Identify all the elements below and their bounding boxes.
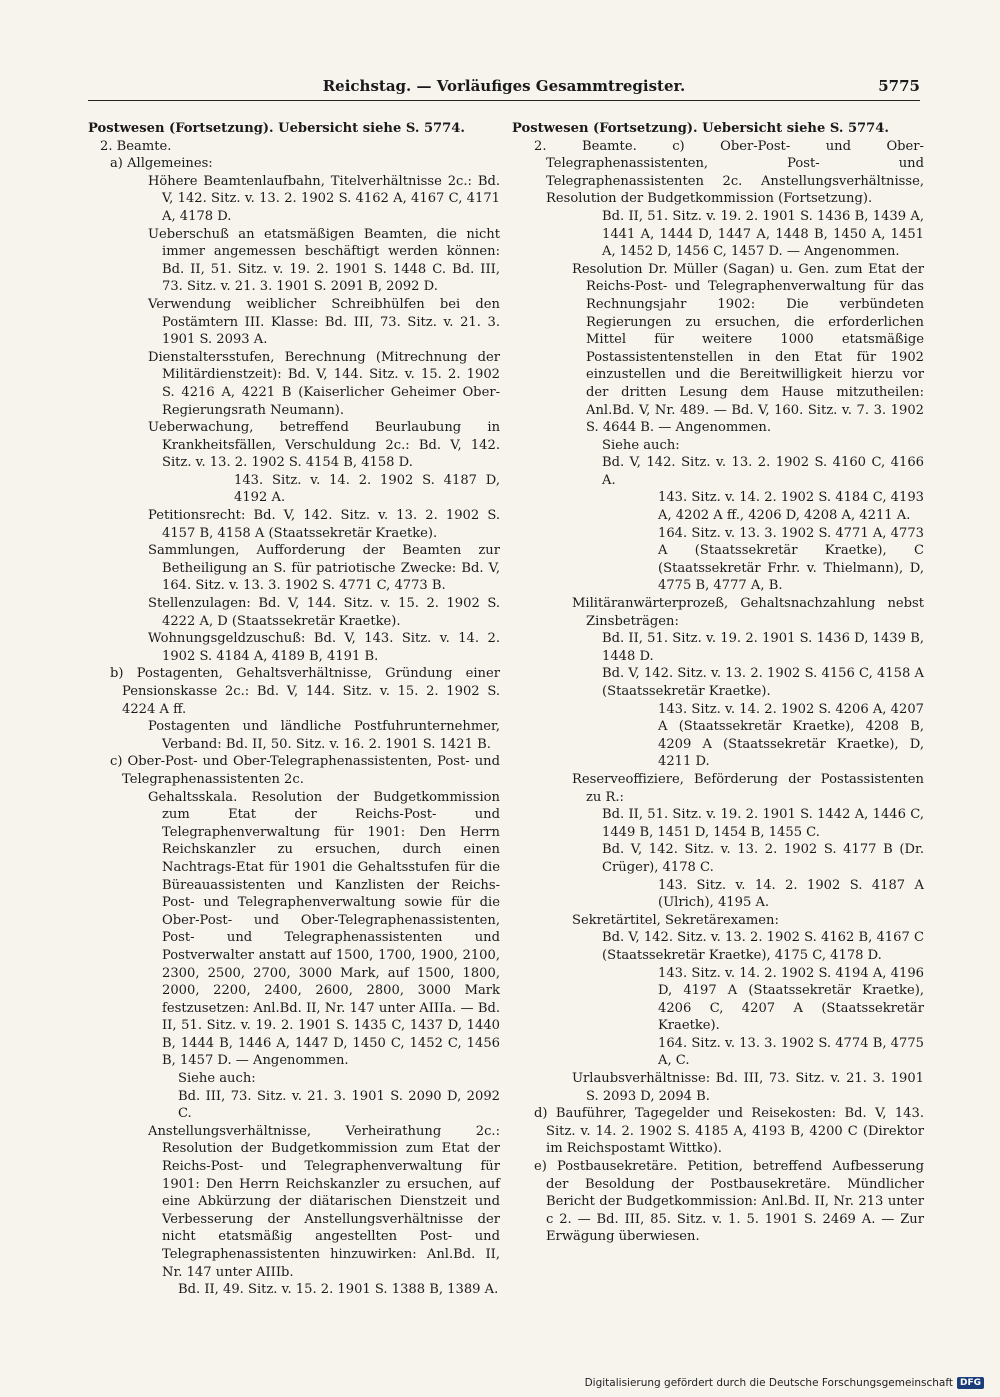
index-entry: Bd. II, 51. Sitz. v. 19. 2. 1901 S. 1436 B, 1439 A, 1441 A, 1444 D, 1447 A, 1448 B, 1450 A, 1451 A, 1452 D, 1456 C, 1457 D. — Angenommen. xyxy=(602,208,924,260)
index-entry: 143. Sitz. v. 14. 2. 1902 S. 4194 A, 4196 D, 4197 A (Staatssekretär Kraetke), 4206 C, 4207 A (Staatssekretär Kraetke). xyxy=(658,965,924,1034)
running-header xyxy=(88,76,920,101)
page-number: 5775 xyxy=(878,77,920,95)
index-entry: Resolution Dr. Müller (Sagan) u. Gen. zum Etat der Reichs-Post- und Telegraphenverwaltung für das Rechnungsjahr 1902: Die verbündeten Regierungen zu ersuchen, die erforderlichen Mittel für weitere 1000 etatsmäßige Postassistentenstellen in den Etat für 1902 einzustellen und die Bereitwilligkeit hierzu vor der dritten Lesung dem Hause mitzutheilen: Anl.Bd. V, Nr. 489. — Bd. V, 160. Sitz. v. 7. 3. 1902 S. 4644 B. — Angenommen. xyxy=(572,261,924,436)
index-entry: 2. Beamte. c) Ober-Post- und Ober-Telegraphenassistenten, Post- und Telegraphenassistenten 2c. Anstellungsverhältnisse, Resolution der Budgetkommission (Fortsetzung). xyxy=(534,138,924,207)
index-entry: 143. Sitz. v. 14. 2. 1902 S. 4187 A (Ulrich), 4195 A. xyxy=(658,877,924,911)
index-entry: Sekretärtitel, Sekretärexamen: xyxy=(572,912,779,928)
index-entry: 2. Beamte. xyxy=(100,138,172,154)
right-column xyxy=(512,120,924,1246)
index-entry: Höhere Beamtenlaufbahn, Titelverhältnisse 2c.: Bd. V, 142. Sitz. v. 13. 2. 1902 S. 4162 A, 4167 C, 4171 A, 4178 D. xyxy=(148,173,500,224)
index-entry: Reserveoffiziere, Beförderung der Postassistenten zu R.: xyxy=(572,771,924,805)
index-entry: 164. Sitz. v. 13. 3. 1902 S. 4771 A, 4773 A (Staatssekretär Kraetke), C (Staatssekretär Frhr. v. Thielmann), D, 4775 B, 4777 A, B. xyxy=(658,525,924,594)
index-entry: d) Bauführer, Tagegelder und Reisekosten: Bd. V, 143. Sitz. v. 14. 2. 1902 S. 4185 A, 4193 B, 4200 C (Direktor im Reichspostamt Wittko). xyxy=(534,1106,924,1157)
index-entry: Siehe auch: xyxy=(602,437,680,453)
index-entry: Stellenzulagen: Bd. V, 144. Sitz. v. 15. 2. 1902 S. 4222 A, D (Staatssekretär Kraetke). xyxy=(148,596,500,629)
index-entry: Bd. III, 73. Sitz. v. 21. 3. 1901 S. 2090 D, 2092 C. xyxy=(178,1088,500,1122)
index-entry: Bd. V, 142. Sitz. v. 13. 2. 1902 S. 4160 C, 4166 A. xyxy=(602,455,924,488)
left-column xyxy=(88,120,500,1299)
index-entry: Postwesen (Fortsetzung). Uebersicht siehe S. 5774. xyxy=(512,121,889,136)
index-entry: Verwendung weiblicher Schreibhülfen bei den Postämtern III. Klasse: Bd. III, 73. Sitz. v. 21. 3. 1901 S. 2093 A. xyxy=(148,296,500,348)
index-entry: Dienstaltersstufen, Berechnung (Mitrechnung der Militärdienstzeit): Bd. V, 144. Sitz. v. 15. 2. 1902 S. 4216 A, 4221 B (Kaiserlicher Geheimer Ober-Regierungsrath Neumann). xyxy=(148,349,500,418)
index-entry: 143. Sitz. v. 14. 2. 1902 S. 4184 C, 4193 A, 4202 A ff., 4206 D, 4208 A, 4211 A. xyxy=(658,490,924,524)
index-entry: Anstellungsverhältnisse, Verheirathung 2c.: Resolution der Budgetkommission zum Etat der Reichs-Post- und Telegraphenverwaltung für 1901: Den Herrn Reichskanzler zu ersuchen, auf eine Abkürzung der diätarischen Dienstzeit und Verbesserung der Anstellungsverhältnisse der nicht etatsmäßig angestellten Post- und Telegraphenassistenten hinzuwirken: Anl.Bd. II, Nr. 147 unter AIIIb. xyxy=(148,1123,500,1280)
index-entry: e) Postbausekretäre. Petition, betreffend Aufbesserung der Besoldung der Postbausekretäre. Mündlicher Bericht der Budgetkommission: Anl.Bd. II, Nr. 213 unter c 2. — Bd. III, 85. Sitz. v. 1. 5. 1901 S. 2469 A. — Zur Erwägung überwiesen. xyxy=(534,1159,924,1245)
dfg-logo: DFG xyxy=(957,1377,984,1389)
index-entry: Ueberwachung, betreffend Beurlaubung in Krankheitsfällen, Verschuldung 2c.: Bd. V, 142. Sitz. v. 13. 2. 1902 S. 4154 B, 4158 D. xyxy=(148,420,500,471)
index-entry: Bd. II, 51. Sitz. v. 19. 2. 1901 S. 1442 A, 1446 C, 1449 B, 1451 D, 1454 B, 1455 C. xyxy=(602,807,924,840)
index-entry: 164. Sitz. v. 13. 3. 1902 S. 4774 B, 4775 A, C. xyxy=(658,1035,924,1069)
index-entry: a) Allgemeines: xyxy=(110,156,213,172)
index-entry: Bd. V, 142. Sitz. v. 13. 2. 1902 S. 4156 C, 4158 A (Staatssekretär Kraetke). xyxy=(602,666,924,699)
index-entry: Bd. V, 142. Sitz. v. 13. 2. 1902 S. 4177 B (Dr. Crüger), 4178 C. xyxy=(602,842,924,875)
index-entry: Postwesen (Fortsetzung). Uebersicht siehe S. 5774. xyxy=(88,121,465,136)
index-entry: Militäranwärterprozeß, Gehaltsnachzahlung nebst Zinsbeträgen: xyxy=(572,596,924,629)
index-entry: Bd. II, 49. Sitz. v. 15. 2. 1901 S. 1388 B, 1389 A. xyxy=(178,1282,499,1298)
index-entry: 143. Sitz. v. 14. 2. 1902 S. 4206 A, 4207 A (Staatssekretär Kraetke), 4208 B, 4209 A (Staatssekretär Kraetke), D, 4211 D. xyxy=(658,701,924,770)
index-entry: Bd. V, 142. Sitz. v. 13. 2. 1902 S. 4162 B, 4167 C (Staatssekretär Kraetke), 4175 C, 4178 D. xyxy=(602,930,924,963)
index-entry: 143. Sitz. v. 14. 2. 1902 S. 4187 D, 4192 A. xyxy=(234,472,500,506)
index-entry: Sammlungen, Aufforderung der Beamten zur Betheiligung an S. für patriotische Zwecke: Bd. V, 164. Sitz. v. 13. 3. 1902 S. 4771 C, 4773 B. xyxy=(148,543,500,594)
footer-credit: Digitalisierung gefördert durch die Deutsche Forschungsgemeinschaft xyxy=(584,1377,953,1389)
index-entry: Urlaubsverhältnisse: Bd. III, 73. Sitz. v. 21. 3. 1901 S. 2093 D, 2094 B. xyxy=(572,1071,924,1104)
index-entry: Siehe auch: xyxy=(178,1071,256,1087)
index-entry: Wohnungsgeldzuschuß: Bd. V, 143. Sitz. v. 14. 2. 1902 S. 4184 A, 4189 B, 4191 B. xyxy=(148,631,500,664)
index-entry: c) Ober-Post- und Ober-Telegraphenassistenten, Post- und Telegraphenassistenten 2c. xyxy=(110,754,500,787)
index-entry: b) Postagenten, Gehaltsverhältnisse, Gründung einer Pensionskasse 2c.: Bd. V, 144. Sitz. v. 15. 2. 1902 S. 4224 A ff. xyxy=(110,666,500,717)
index-entry: Petitionsrecht: Bd. V, 142. Sitz. v. 13. 2. 1902 S. 4157 B, 4158 A (Staatssekretär Kraetke). xyxy=(148,508,500,541)
footer xyxy=(585,1377,984,1389)
index-entry: Ueberschuß an etatsmäßigen Beamten, die nicht immer angemessen beschäftigt werden können: Bd. II, 51. Sitz. v. 19. 2. 1901 S. 1448 C. Bd. III, 73. Sitz. v. 21. 3. 1901 S. 2091 B, 2092 D. xyxy=(148,226,500,295)
index-entry: Postagenten und ländliche Postfuhrunternehmer, Verband: Bd. II, 50. Sitz. v. 16. 2. 1901 S. 1421 B. xyxy=(148,719,500,752)
index-entry: Bd. II, 51. Sitz. v. 19. 2. 1901 S. 1436 D, 1439 B, 1448 D. xyxy=(602,631,924,664)
header-title: Reichstag. — Vorläufiges Gesammtregister. xyxy=(322,77,686,95)
index-entry: Gehaltsskala. Resolution der Budgetkommission zum Etat der Reichs-Post- und Telegraphenverwaltung für 1901: Den Herrn Reichskanzler zu ersuchen, durch einen Nachtrags-Etat für 1901 die Gehaltsstufen für die Büreauassistenten und Kanzlisten der Reichs-Post- und Telegraphenverwaltung sowie für die Ober-Post- und Ober-Telegraphenassistenten, Post- und Telegraphenassistenten und Postverwalter anstatt auf 1500, 1700, 1900, 2100, 2300, 2500, 2700, 3000 Mark, auf 1500, 1800, 2000, 2200, 2400, 2600, 2800, 3000 Mark festzusetzen: Anl.Bd. II, Nr. 147 unter AIIIa. — Bd. II, 51. Sitz. v. 19. 2. 1901 S. 1435 C, 1437 D, 1440 B, 1444 B, 1446 A, 1447 D, 1450 C, 1452 C, 1456 B, 1457 D. — Angenommen. xyxy=(148,789,500,1069)
